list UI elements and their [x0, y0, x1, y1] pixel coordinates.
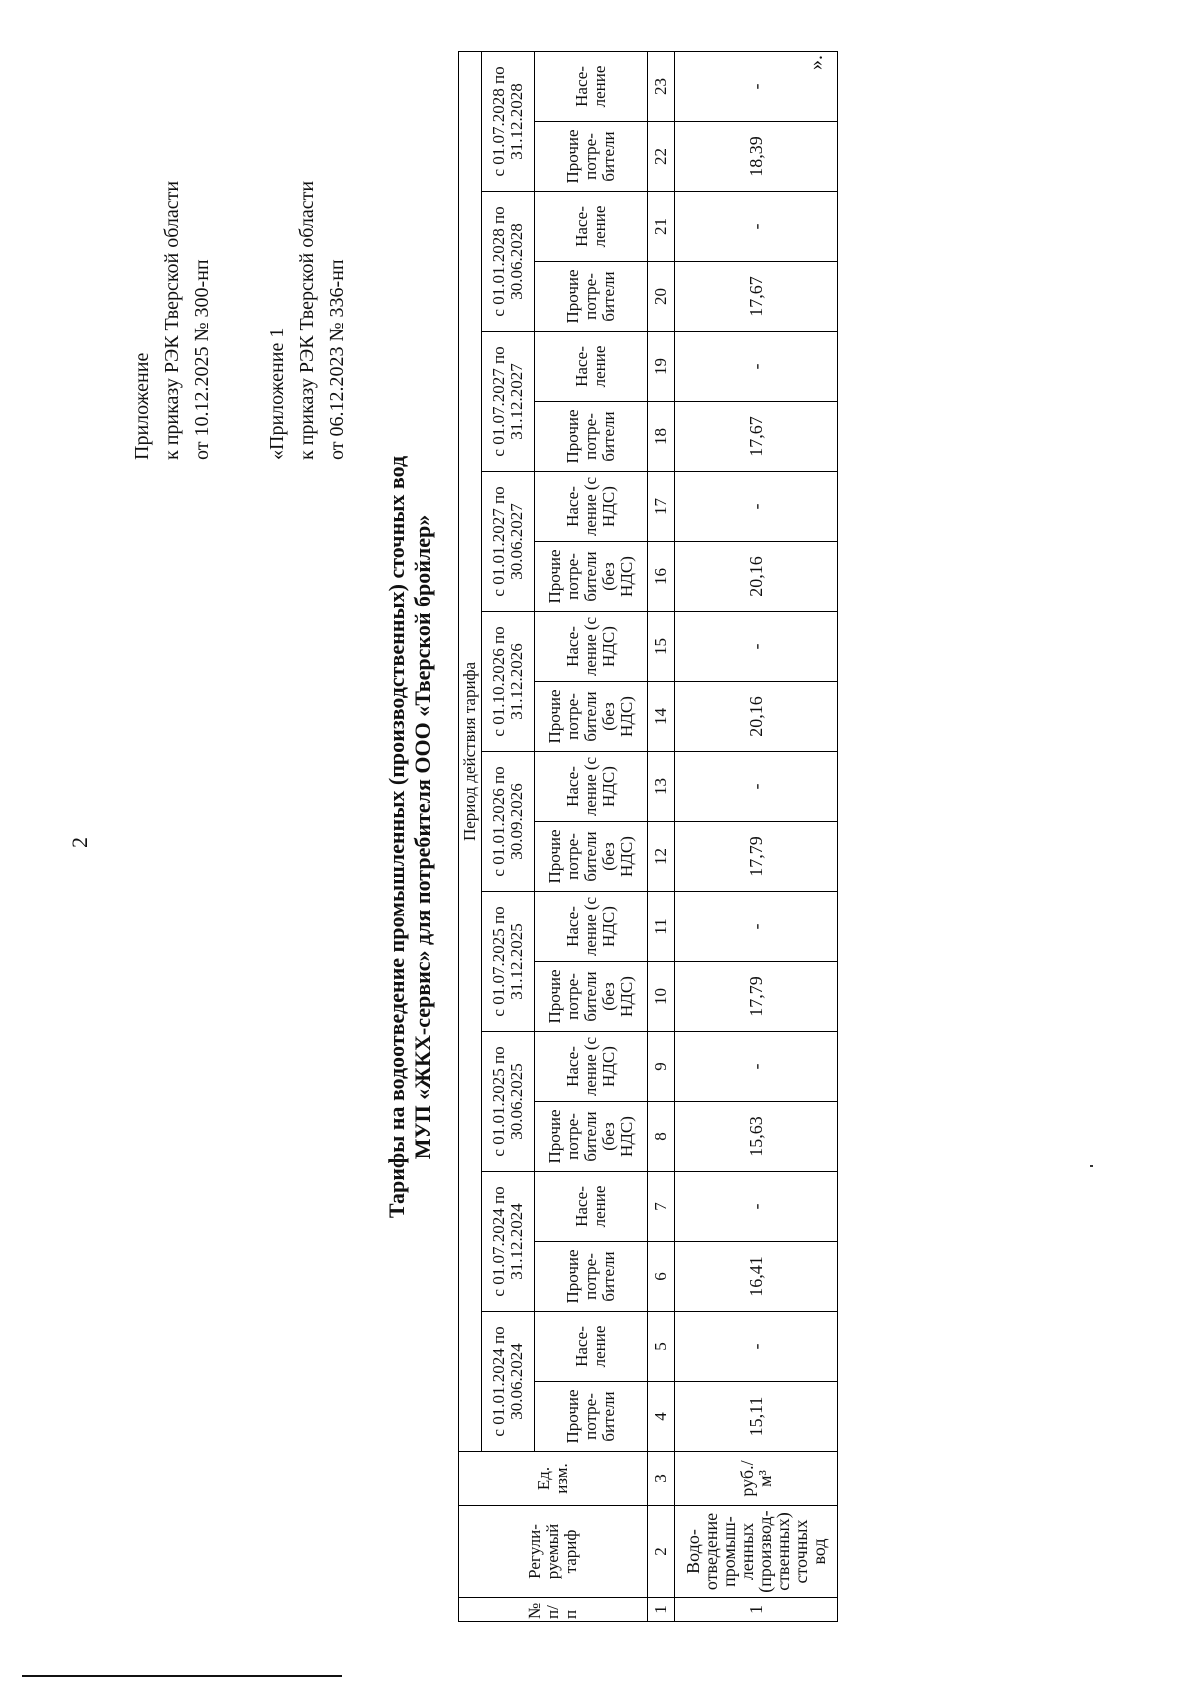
footnote-line — [22, 1675, 342, 1677]
tariff-value: 17,67 — [675, 402, 838, 472]
column-number: 2 — [648, 1506, 675, 1598]
row-number: 1 — [675, 1598, 838, 1622]
consumer-header: Прочие потре-бители (без НДС) — [535, 822, 648, 892]
appendix-gap — [217, 181, 262, 460]
consumer-header: Прочие потре-бители (без НДС) — [535, 962, 648, 1032]
column-number: 10 — [648, 962, 675, 1032]
header-unit: Ед. изм. — [459, 1452, 648, 1506]
tariff-value: 16,41 — [675, 1242, 838, 1312]
period-header: с 01.01.2028 по 30.06.2028 — [482, 192, 535, 332]
title-line-1: Тарифы на водоотведение промышленных (производственных) сточных вод — [384, 455, 409, 1219]
column-number: 13 — [648, 752, 675, 822]
tariff-value: 20,16 — [675, 542, 838, 612]
appendix-line: от 06.12.2023 № 336-нп — [326, 259, 348, 460]
tariff-table — [458, 51, 838, 1622]
tariff-value: 17,67 — [675, 262, 838, 332]
column-number: 4 — [648, 1382, 675, 1452]
consumer-header: Прочие потре-бители — [535, 122, 648, 192]
header-tariff: Регули-руемый тариф — [459, 1506, 648, 1598]
tariff-value: - — [675, 472, 838, 542]
rotated-content — [370, 52, 840, 1622]
column-number: 21 — [648, 192, 675, 262]
period-header: с 01.01.2024 по 30.06.2024 — [482, 1312, 535, 1452]
appendix-line: «Приложение 1 — [266, 327, 288, 460]
appendix-line: Приложение — [131, 352, 153, 460]
consumer-header: Прочие потре-бители (без НДС) — [535, 542, 648, 612]
consumer-header: Насе-ление — [535, 1172, 648, 1242]
column-number: 19 — [648, 332, 675, 402]
consumer-header: Прочие потре-бители (без НДС) — [535, 682, 648, 752]
column-number: 15 — [648, 612, 675, 682]
period-header: с 01.07.2027 по 31.12.2027 — [482, 332, 535, 472]
consumer-header: Насе-ление (с НДС) — [535, 892, 648, 962]
appendix-line: от 10.12.2025 № 300-нп — [191, 259, 213, 460]
consumer-header: Прочие потре-бители — [535, 402, 648, 472]
column-number: 1 — [648, 1598, 675, 1622]
consumer-header: Насе-ление (с НДС) — [535, 752, 648, 822]
period-header: с 01.01.2025 по 30.06.2025 — [482, 1032, 535, 1172]
tariff-value: - — [675, 1032, 838, 1102]
row-tariff-name: Водо-отведение промыш-ленных (производ-ственных) сточных вод — [675, 1506, 838, 1598]
consumer-header: Насе-ление — [535, 332, 648, 402]
column-number: 5 — [648, 1312, 675, 1382]
column-number: 22 — [648, 122, 675, 192]
tariff-value: - — [675, 1312, 838, 1382]
consumer-header: Насе-ление (с НДС) — [535, 472, 648, 542]
tariff-value: - — [675, 192, 838, 262]
column-number: 9 — [648, 1032, 675, 1102]
consumer-header: Насе-ление — [535, 192, 648, 262]
column-number: 6 — [648, 1242, 675, 1312]
column-number: 14 — [648, 682, 675, 752]
column-number: 12 — [648, 822, 675, 892]
consumer-header: Насе-ление — [535, 1312, 648, 1382]
page-number: 2 — [67, 837, 92, 848]
tariff-value: 15,63 — [675, 1102, 838, 1172]
period-header: с 01.07.2025 по 31.12.2025 — [482, 892, 535, 1032]
row-unit: руб./м³ — [675, 1452, 838, 1506]
tariff-value: 20,16 — [675, 682, 838, 752]
tariff-value: 18,39 — [675, 122, 838, 192]
tariff-value: 17,79 — [675, 962, 838, 1032]
appendix-line: к приказу РЭК Тверской области — [296, 180, 318, 460]
period-header: с 01.01.2027 по 30.06.2027 — [482, 472, 535, 612]
tariff-value: - — [675, 332, 838, 402]
consumer-header: Насе-ление (с НДС) — [535, 612, 648, 682]
title-line-2: МУП «ЖКХ-сервис» для потребителя ООО «Тверской бройлер» — [410, 514, 435, 1160]
column-number: 7 — [648, 1172, 675, 1242]
tariff-value: - — [675, 1172, 838, 1242]
column-number: 11 — [648, 892, 675, 962]
column-number: 8 — [648, 1102, 675, 1172]
document-title — [370, 52, 450, 1622]
consumer-header: Прочие потре-бители — [535, 1382, 648, 1452]
consumer-header: Прочие потре-бители (без НДС) — [535, 1102, 648, 1172]
tariff-value: - — [675, 752, 838, 822]
tariff-value: - — [675, 612, 838, 682]
column-number: 20 — [648, 262, 675, 332]
period-header: с 01.01.2026 по 30.09.2026 — [482, 752, 535, 892]
tariff-value: 15,11 — [675, 1382, 838, 1452]
period-header: с 01.07.2024 по 31.12.2024 — [482, 1172, 535, 1312]
tariff-value: - — [675, 51, 838, 121]
column-number: 17 — [648, 472, 675, 542]
column-number: 18 — [648, 402, 675, 472]
period-header: с 01.10.2026 по 31.12.2026 — [482, 612, 535, 752]
column-number: 23 — [648, 51, 675, 121]
column-number: 3 — [648, 1452, 675, 1506]
consumer-header: Насе-ление — [535, 51, 648, 121]
header-no: № п/п — [459, 1598, 648, 1622]
period-header: с 01.07.2028 по 31.12.2028 — [482, 51, 535, 191]
consumer-header: Прочие потре-бители — [535, 262, 648, 332]
tariff-value: 17,79 — [675, 822, 838, 892]
tariff-value: - — [675, 892, 838, 962]
consumer-header: Прочие потре-бители — [535, 1242, 648, 1312]
scan-speck — [1090, 1165, 1093, 1167]
appendix-line: к приказу РЭК Тверской области — [161, 180, 183, 460]
column-number: 16 — [648, 542, 675, 612]
header-period: Период действия тарифа — [459, 51, 482, 1451]
appendix-block — [127, 181, 352, 460]
consumer-header: Насе-ление (с НДС) — [535, 1032, 648, 1102]
closing-quote: ». — [805, 55, 827, 70]
